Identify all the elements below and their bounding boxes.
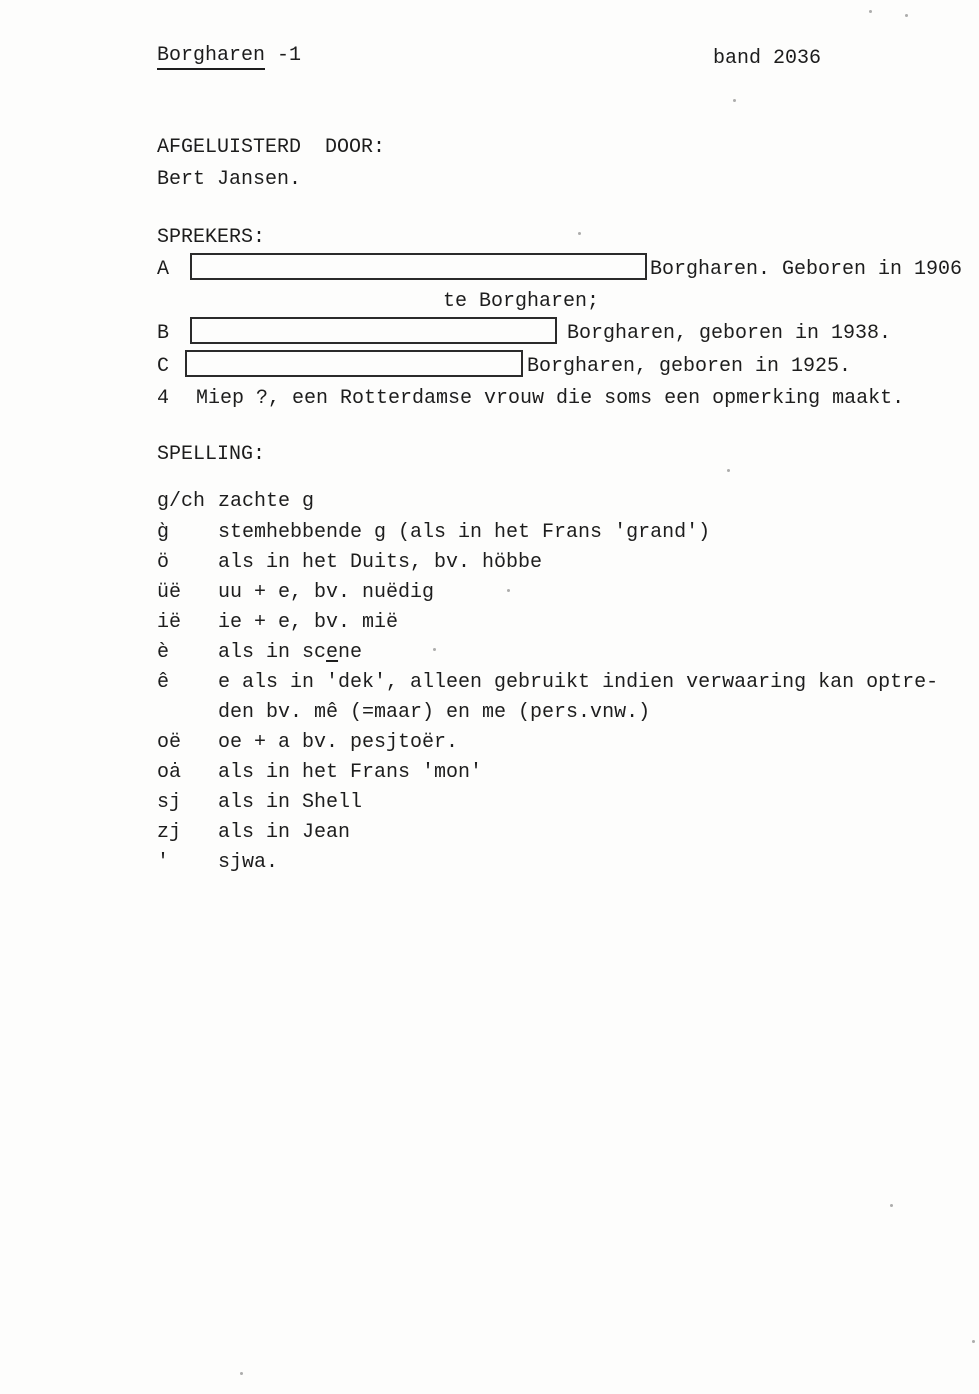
spelling-definition: als in Jean (218, 821, 351, 844)
speakers-heading: SPREKERS: (157, 226, 266, 249)
redacted-name-box (190, 253, 647, 280)
speaker-id: B (157, 322, 170, 345)
spelling-definition: als in het Frans 'mon' (218, 761, 483, 784)
speaker-id: A (157, 258, 170, 281)
listened-by-name: Bert Jansen. (157, 168, 302, 191)
spelling-term: g̀ (157, 521, 170, 544)
redacted-name-box (185, 350, 523, 377)
spelling-term: zj (157, 821, 182, 844)
scan-speck (507, 589, 510, 592)
spelling-definition: sjwa. (218, 851, 279, 874)
scan-speck (727, 469, 730, 472)
scan-speck (972, 1340, 975, 1343)
spelling-definition: als in het Duits, bv. höbbe (218, 551, 543, 574)
definition-underlined-letter: e (326, 641, 339, 664)
speaker-id: 4 (157, 387, 170, 410)
page-title (157, 44, 301, 68)
speaker-description: Miep ?, een Rotterdamse vrouw die soms een opmerking maakt. (196, 387, 905, 410)
speaker-info: Borgharen. Geboren in 1906 (650, 258, 963, 281)
scan-speck (433, 648, 436, 651)
scan-speck (240, 1372, 243, 1375)
speaker-info: Borgharen, geboren in 1938. (567, 322, 892, 345)
scan-speck (733, 99, 736, 102)
speaker-info-continuation: te Borgharen; (443, 290, 600, 313)
definition-part: als in sc (218, 641, 327, 664)
scan-speck (578, 232, 581, 235)
spelling-term: ö (157, 551, 170, 574)
speaker-id: C (157, 355, 170, 378)
spelling-definition-line2: den bv. mê (=maar) en me (pers.vnw.) (218, 701, 651, 724)
definition-part: ne (338, 641, 363, 664)
spelling-definition: uu + e, bv. nuëdig (218, 581, 435, 604)
spelling-definition: oe + a bv. pesjtoër. (218, 731, 459, 754)
band-label: band 2036 (713, 47, 822, 70)
spelling-definition: e als in 'dek', alleen gebruikt indien verwaaring kan optre- (218, 671, 939, 694)
spelling-term: üë (157, 581, 182, 604)
spelling-term: è (157, 641, 170, 664)
listened-by-heading: AFGELUISTERD DOOR: (157, 136, 386, 159)
spelling-term: ië (157, 611, 182, 634)
page-title-suffix: -1 (265, 44, 302, 67)
spelling-definition: zachte g (218, 490, 315, 513)
spelling-term: oȧ (157, 761, 182, 784)
spelling-term: g/ch (157, 490, 206, 513)
spelling-definition: ie + e, bv. mië (218, 611, 399, 634)
scan-speck (869, 10, 872, 13)
spelling-term: oë (157, 731, 182, 754)
spelling-definition: als in Shell (218, 791, 363, 814)
redacted-name-box (190, 317, 557, 344)
page-title-underlined: Borgharen (157, 44, 265, 70)
spelling-heading: SPELLING: (157, 443, 266, 466)
speaker-info: Borgharen, geboren in 1925. (527, 355, 852, 378)
spelling-term: ' (157, 851, 170, 874)
spelling-term: sj (157, 791, 182, 814)
scan-speck (890, 1204, 893, 1207)
spelling-definition (218, 641, 362, 665)
spelling-definition: stemhebbende g (als in het Frans 'grand') (218, 521, 711, 544)
scan-speck (905, 14, 908, 17)
spelling-term: ê (157, 671, 170, 694)
